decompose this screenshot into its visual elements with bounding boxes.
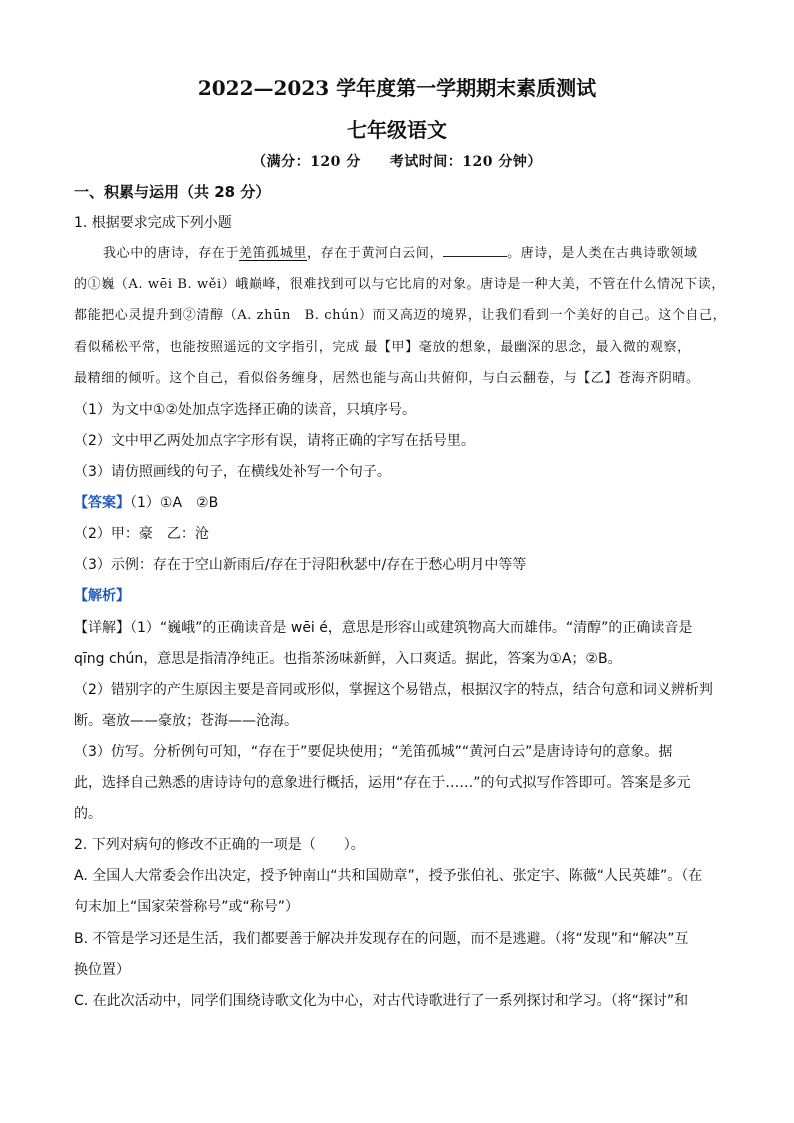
detail-line-2: qīng chún，意思是指清净纯正。也指茶汤味新鲜，入口爽适。据此，答案为①A；②B。 (74, 651, 622, 667)
answer-line-2: （2）甲：豪 乙：沧 (74, 526, 209, 542)
question-1-stem: 1. 根据要求完成下列小题 (74, 215, 232, 231)
sub-question-2: （2）文中甲乙两处加点字字形有误，请将正确的字写在括号里。 (74, 433, 475, 449)
detail-line-4: 断。毫放——豪放；苍海——沧海。 (74, 713, 298, 729)
analysis-label-text: 【解析】 (74, 588, 130, 604)
option-a-line-1: A. 全国人大常委会作出决定，授予钟南山“共和国勋章”，授予张伯礼、张定宇、陈薇“人民英雄”。（在 (74, 868, 703, 884)
passage-text: 存在于黄河白云间 (320, 246, 430, 261)
passage-line-3: 都能把心灵提升到②清醇（A. zhūn B. chún）而又高迈的境界，让我们看到一个美好的自己。这个自己， (74, 308, 727, 323)
underlined-example: 羌笛孤城里 (239, 246, 308, 261)
option-b-line-1: B. 不管是学习还是生活，我们都要善于解决并发现存在的问题，而不是逃避。（将“发现”和“解决”互 (74, 931, 689, 947)
exam-meta: （满分：120 分 考试时间：120 分钟） (252, 154, 542, 170)
fill-blank (443, 244, 507, 257)
passage-text: 我心中的唐诗，存在于 (103, 246, 240, 261)
analysis-label (74, 586, 724, 606)
sub-question-1: （1）为文中①②处加点字选择正确的读音，只填序号。 (74, 402, 417, 418)
answer-line-1 (74, 493, 724, 513)
passage-line-2: 的①巍（A. wēi B. wěi）峨巅峰，很难找到可以与它比肩的对象。唐诗是一种大美，不管在什么情况下读， (74, 277, 725, 292)
detail-text: （1）“巍峨”的正确读音是 wēi é，意思是形容山或建筑物高大而雄伟。“清醇”的正确读音是 (130, 620, 693, 636)
passage-text: ， (429, 246, 444, 261)
option-b-line-2: 换位置） (74, 962, 130, 978)
passage-text: 。唐诗，是人类在古典诗歌领域 (507, 246, 698, 261)
question-2-stem: 2. 下列对病句的修改不正确的一项是（ ）。 (74, 837, 365, 853)
option-a-line-2: 句末加上“国家荣誉称号”或“称号”） (74, 899, 300, 915)
answer-label: 【答案】 (74, 495, 130, 511)
passage-line-1 (103, 244, 753, 264)
detail-label: 【详解】 (74, 620, 130, 636)
passage-text: ， (307, 246, 321, 261)
answer-line-3: （3）示例：存在于空山新雨后/存在于浔阳秋瑟中/存在于愁心明月中等等 (74, 557, 527, 573)
detail-line-1 (74, 618, 724, 638)
detail-line-5: （3）仿写。分析例句可知，“存在于”要促块使用；“羌笛孤城”“黄河白云”是唐诗诗句的意象。据 (74, 744, 673, 760)
sub-question-3: （3）请仿照画线的句子，在横线处补写一个句子。 (74, 464, 391, 480)
section-heading: 一、积累与运用（共 28 分） (74, 183, 271, 201)
exam-subject: 七年级语文 (347, 118, 447, 142)
detail-line-3: （2）错别字的产生原因主要是音同或形似，掌握这个易错点，根据汉字的特点，结合句意和词义辨析判 (74, 682, 713, 698)
detail-line-7: 的。 (74, 806, 102, 822)
option-c-line-1: C. 在此次活动中，同学们围绕诗歌文化为中心，对古代诗歌进行了一系列探讨和学习。（将“探讨”和 (74, 993, 689, 1009)
passage-line-4: 看似稀松平常，也能按照遥远的文字指引，完成 最【甲】毫放的想象，最幽深的思念，最入微的观察， (74, 340, 691, 355)
answer-text: （1）①A ②B (130, 495, 219, 511)
detail-line-6: 此，选择自己熟悉的唐诗诗句的意象进行概括，运用“存在于……”的句式拟写作答即可。答案是多元 (74, 775, 691, 791)
exam-title: 2022—2023 学年度第一学期期末素质测试 (197, 76, 597, 100)
passage-line-5: 最精细的倾听。这个自己，看似俗务缠身，居然也能与高山共俯仰，与白云翻卷，与【乙】苍海齐阴晴。 (74, 371, 700, 386)
